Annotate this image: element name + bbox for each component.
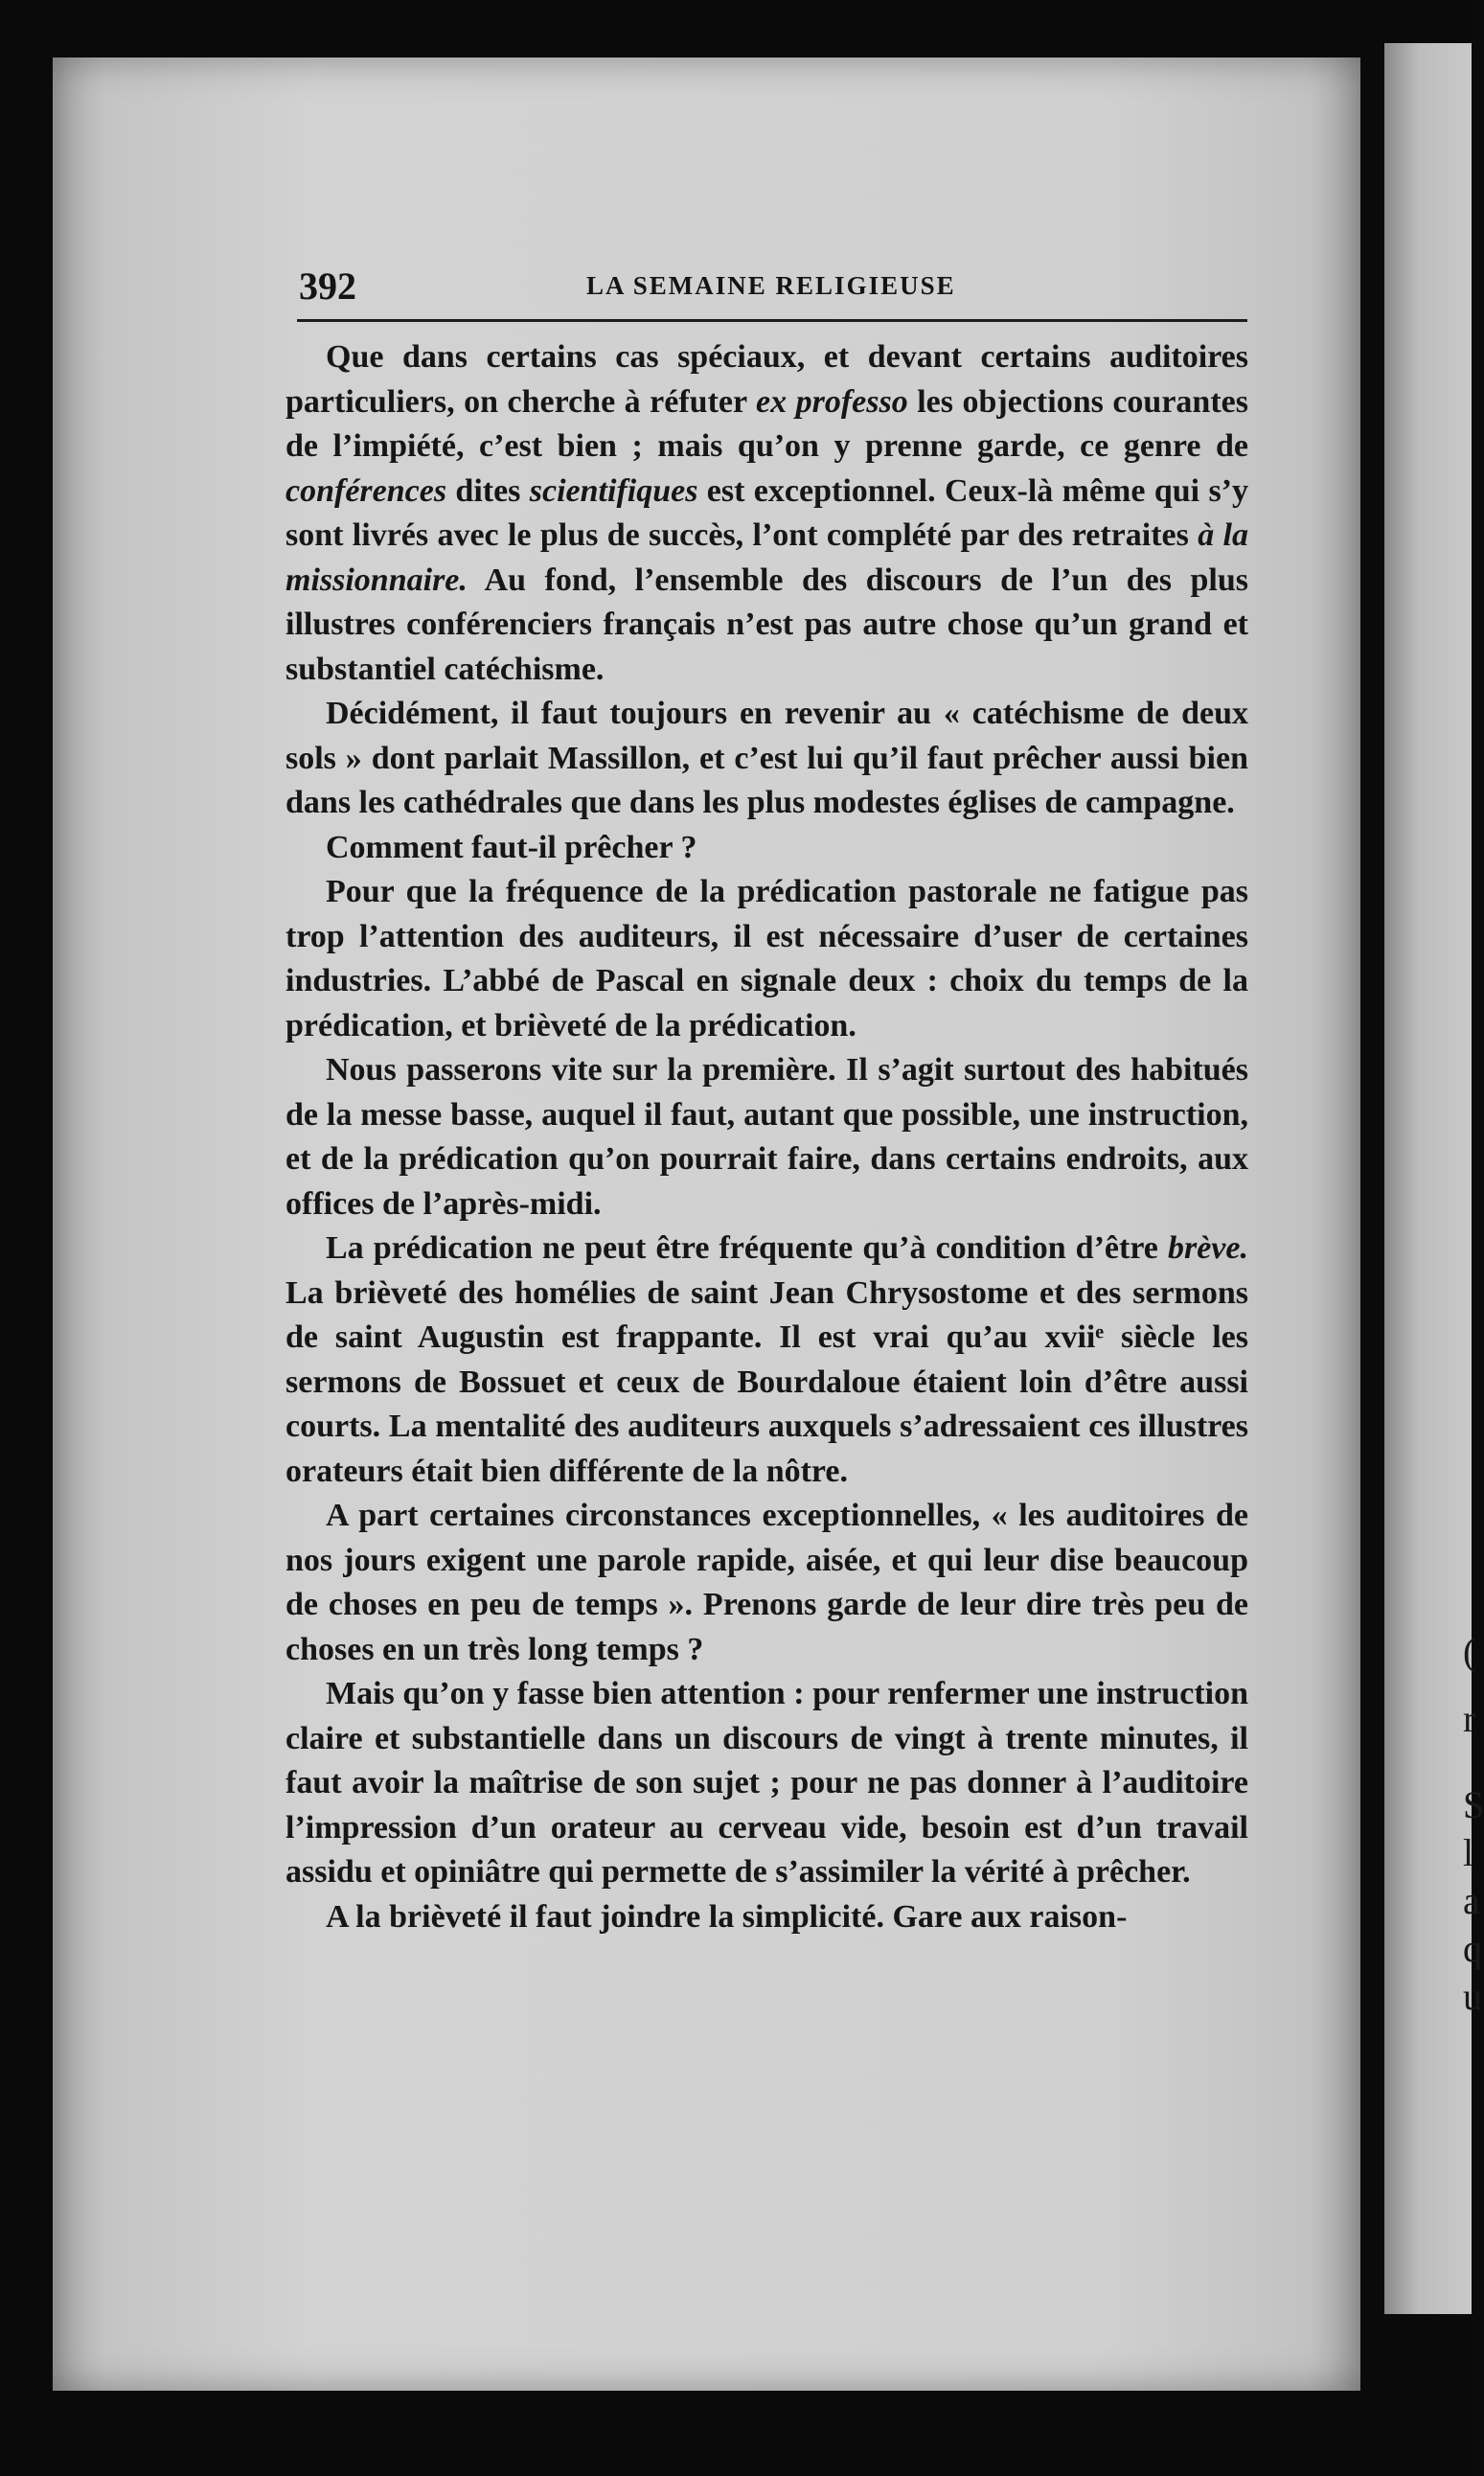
adjacent-page-edge: [1384, 43, 1484, 2314]
adjacent-page-fragment: (: [1463, 1630, 1476, 1673]
paragraph: [285, 826, 1248, 871]
text-run: Mais qu’on y fasse bien attention : pour renfermer une instruction claire et substantielle dans un discours de vingt à trente minutes, il faut avoir la maîtrise de son sujet ; pour ne pas donner à l’auditoire l’impression d’un orateur au cerveau vide, besoin est d’un travail assidu et opiniâtre qui permette de s’assimiler la vérité à prêcher.: [285, 1676, 1248, 1890]
paragraph: [285, 692, 1248, 826]
italic-run: brève.: [1167, 1230, 1248, 1266]
paragraph: [285, 1048, 1248, 1227]
header-rule: [297, 319, 1247, 322]
body-text: [285, 335, 1248, 1939]
page-header: [299, 264, 1245, 317]
adjacent-page-fragment: a: [1463, 1879, 1480, 1922]
italic-run: à la missionnaire.: [285, 517, 1248, 598]
text-run: est exceptionnel. Ceux-là même qui s’y sont livrés avec le plus de succès, l’ont complété par des retraites: [285, 472, 1249, 553]
italic-run: conférences: [285, 472, 447, 509]
text-run: Au fond, l’ensemble des discours de l’un des plus illustres conférenciers français n’est pas autre chose qu’un grand et substantiel catéchisme.: [285, 562, 1248, 687]
adjacent-page-fragment: S: [1463, 1783, 1484, 1826]
text-run: les objections courantes de l’impiété, c’est bien ; mais qu’on y prenne garde, ce genre de: [285, 383, 1248, 464]
paragraph: [285, 335, 1248, 692]
paragraph: [285, 1494, 1248, 1672]
text-run: A la brièveté il faut joindre la simplicité. Gare aux raison-: [326, 1898, 1128, 1935]
running-title: LA SEMAINE RELIGIEUSE: [586, 271, 956, 300]
paragraph: [285, 870, 1248, 1048]
paragraph: [285, 1672, 1248, 1895]
adjacent-page-fragment: u: [1463, 1975, 1482, 2018]
text-run: La prédication ne peut être fréquente qu’à condition d’être: [326, 1230, 1168, 1266]
paragraph: [285, 1895, 1248, 1940]
paragraph: [285, 1227, 1248, 1494]
page-number: 392: [299, 264, 356, 308]
text-run: La brièveté des homélies de saint Jean Chrysostome et des sermons de saint Augustin est frappante. Il est vrai qu’au xviiᵉ siècle les sermons de Bossuet et ceux de Bourdaloue étaient loin d’être aussi courts. La mentalité des auditeurs auxquels s’adressaient ces illustres orateurs était bien différente de la nôtre.: [285, 1274, 1248, 1489]
adjacent-page-fragment: r: [1463, 1697, 1476, 1740]
text-run: Comment faut-il prêcher ?: [326, 829, 697, 865]
adjacent-page-fragment: q: [1463, 1927, 1482, 1970]
text-run: Décidément, il faut toujours en revenir au « catéchisme de deux sols » dont parlait Massillon, et c’est lui qu’il faut prêcher aussi bien dans les cathédrales que dans les plus modestes églises de campagne.: [285, 696, 1248, 820]
adjacent-page-fragment: l: [1463, 1831, 1474, 1874]
italic-run: scientifiques: [529, 472, 698, 509]
text-run: dites: [446, 472, 530, 509]
text-run: A part certaines circonstances exceptionnelles, « les auditoires de nos jours exigent une parole rapide, aisée, et qui leur dise beaucoup de choses en peu de temps ». Prenons garde de leur dire très peu de choses en un très long temps ?: [285, 1498, 1248, 1667]
text-run: Que dans certains cas spéciaux, et devant certains auditoires particuliers, on cherche à réfuter: [285, 339, 1248, 420]
italic-run: ex professo: [756, 383, 908, 420]
text-run: Nous passerons vite sur la première. Il s’agit surtout des habitués de la messe basse, auquel il faut, autant que possible, une instruction, et de la prédication qu’on pourrait faire, dans certains endroits, aux offices de l’après-midi.: [285, 1052, 1248, 1222]
text-run: Pour que la fréquence de la prédication pastorale ne fatigue pas trop l’attention des auditeurs, il est nécessaire d’user de certaines industries. L’abbé de Pascal en signale deux : choix du temps de la prédication, et brièveté de la prédication.: [285, 874, 1248, 1043]
